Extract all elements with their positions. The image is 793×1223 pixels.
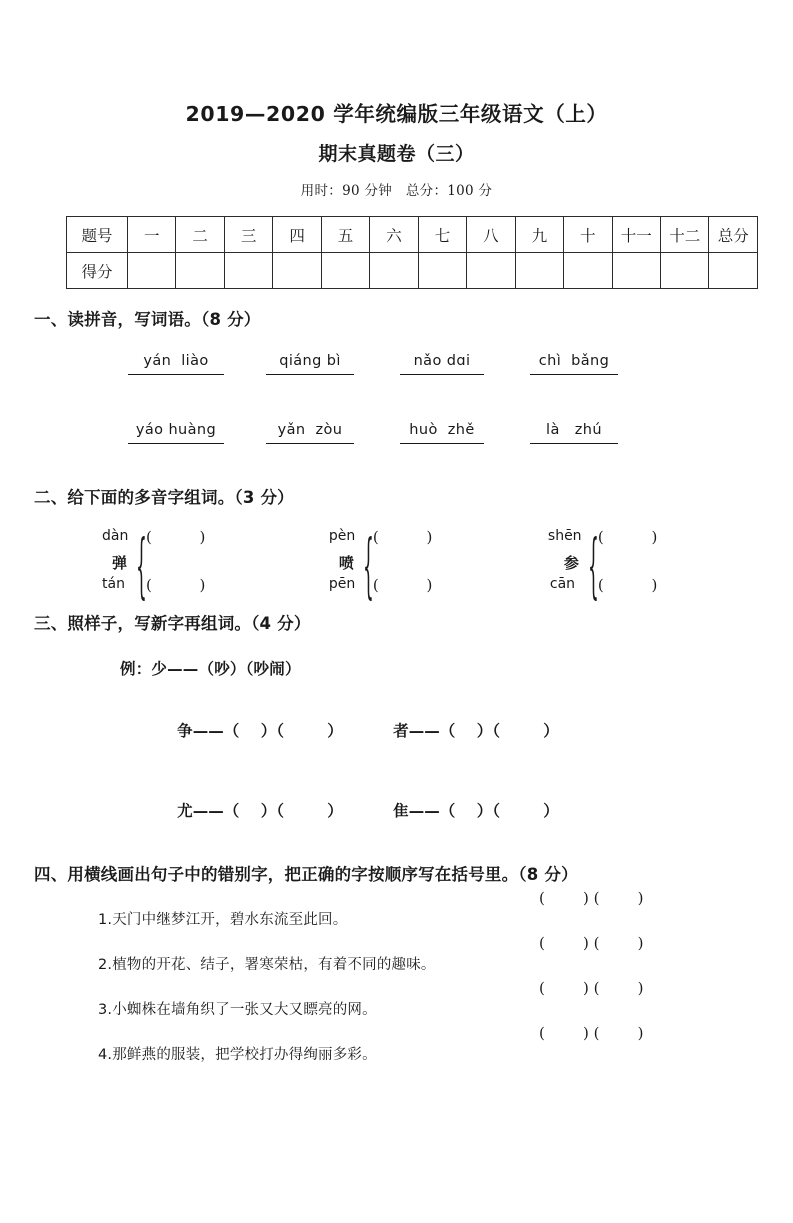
pinyin-label-6: yǎn zòu (277, 422, 343, 439)
table-cell-column-8: 八 (467, 217, 515, 253)
score-cell-2[interactable] (176, 253, 224, 289)
curly-brace-icon-3: { (587, 522, 599, 607)
pinyin-blank-6[interactable] (244, 422, 376, 444)
score-cell-4[interactable] (273, 253, 321, 289)
page-title: 2019—2020 学年统编版三年级语文（上） (185, 102, 608, 126)
table-cell-column-4: 四 (273, 217, 321, 253)
pinyin-blank-2[interactable] (244, 353, 376, 375)
curly-brace-icon-2: { (362, 522, 374, 607)
newchar-row-2 (34, 781, 759, 839)
table-cell-column-10: 十 (564, 217, 612, 253)
pinyin-label-7: huò zhě (409, 422, 475, 439)
section-1-heading: 一、读拼音，写词语。（8 分） (34, 310, 261, 330)
page-subtitle: 期末真题卷（三） (318, 142, 475, 165)
pinyin-blank-8[interactable] (508, 422, 640, 444)
sentence-row-1 (34, 908, 759, 929)
write-line-8[interactable] (530, 443, 618, 444)
table-row-scores (67, 253, 758, 289)
sentence-row-4 (34, 1043, 759, 1064)
sentence-answer-slots-1[interactable]: ( ) ( ) (539, 888, 644, 907)
pinyin-label-5: yáo huàng (135, 422, 217, 439)
table-cell-column-7: 七 (418, 217, 466, 253)
table-cell-column-5: 五 (321, 217, 369, 253)
polyphone-row (34, 522, 759, 607)
polyphone-char-3: 参 (563, 553, 579, 572)
newchar-char-zhe: 者 (393, 721, 409, 740)
newchar-char-zhui: 隹 (393, 801, 409, 820)
pinyin-label-3: nǎo dɑi (413, 353, 471, 370)
table-cell-column-11: 十一 (612, 217, 660, 253)
pinyin-label-1: yán liào (143, 353, 209, 370)
newchar-blank-zhui[interactable]: ——（ ）（ ） (408, 801, 559, 820)
polyphone-group-dan-tan (88, 522, 317, 607)
sentence-item-2 (34, 933, 759, 974)
newchar-item-zhui[interactable] (350, 781, 559, 839)
sentence-answer-slots-2[interactable]: ( ) ( ) (539, 933, 644, 952)
exam-page (0, 101, 793, 1223)
write-line-7[interactable] (400, 443, 484, 444)
table-cell-column-6: 六 (370, 217, 418, 253)
score-cell-1[interactable] (128, 253, 176, 289)
sentence-row-3 (34, 998, 759, 1019)
score-table-wrapper (34, 216, 759, 289)
newchar-blank-zheng[interactable]: ——（ ）（ ） (192, 721, 343, 740)
section-3 (34, 612, 759, 839)
polyphone-group-pen-pen (317, 522, 542, 607)
sentence-text-2[interactable]: 2.植物的开花、结子，署寒荣枯，有着不同的趣味。 (98, 956, 436, 973)
newchar-char-you: 尤 (177, 801, 193, 820)
section-4 (34, 863, 759, 1064)
score-cell-5[interactable] (321, 253, 369, 289)
table-cell-column-1: 一 (128, 217, 176, 253)
score-cell-9[interactable] (515, 253, 563, 289)
score-cell-12[interactable] (660, 253, 708, 289)
polyphone-pinyin-bottom-3: cān (549, 575, 576, 592)
write-line-5[interactable] (128, 443, 224, 444)
write-line-6[interactable] (266, 443, 354, 444)
polyphone-group-shen-can (542, 522, 759, 607)
score-cell-total[interactable] (709, 253, 758, 289)
pinyin-blank-4[interactable] (508, 353, 640, 375)
section-1 (34, 308, 759, 444)
newchar-char-zheng: 争 (177, 721, 193, 740)
score-cell-6[interactable] (370, 253, 418, 289)
polyphone-pinyin-top-1: dàn (102, 527, 129, 544)
polyphone-answer-top-1[interactable]: ( ) (146, 527, 206, 546)
score-table (66, 216, 758, 289)
table-cell-column-total: 总分 (709, 217, 758, 253)
score-cell-8[interactable] (467, 253, 515, 289)
pinyin-blank-7[interactable] (376, 422, 508, 444)
table-row-question-numbers (67, 217, 758, 253)
sentence-text-4[interactable]: 4.那鲜燕的服装，把学校打办得绚丽多彩。 (98, 1046, 377, 1063)
table-header-question-number: 题号 (67, 217, 128, 253)
polyphone-pinyin-top-2: pèn (328, 527, 356, 544)
write-line-3[interactable] (400, 374, 484, 375)
section-2-heading: 二、给下面的多音字组词。（3 分） (34, 488, 294, 508)
polyphone-char-1: 弹 (112, 553, 128, 572)
polyphone-answer-bottom-3[interactable]: ( ) (597, 575, 658, 594)
polyphone-pinyin-bottom-2: pēn (328, 575, 356, 592)
sentence-text-1[interactable]: 1.天门中继梦江开，碧水东流至此回。 (98, 911, 348, 928)
curly-brace-icon-1: { (136, 522, 147, 607)
write-line-1[interactable] (128, 374, 224, 375)
table-cell-column-2: 二 (176, 217, 224, 253)
pinyin-label-8: là zhú (546, 422, 602, 439)
pinyin-blank-1[interactable] (108, 353, 244, 375)
newchar-item-zheng[interactable] (134, 701, 350, 759)
pinyin-label-2: qiáng bì (279, 353, 341, 370)
polyphone-pinyin-bottom-1: tán (102, 575, 125, 592)
table-header-score: 得分 (67, 253, 128, 289)
pinyin-row-2 (34, 422, 759, 444)
score-cell-11[interactable] (612, 253, 660, 289)
score-cell-10[interactable] (564, 253, 612, 289)
polyphone-answer-top-3[interactable]: ( ) (597, 527, 658, 546)
newchar-blank-zhe[interactable]: ——（ ）（ ） (408, 721, 559, 740)
pinyin-row-1 (34, 353, 759, 375)
polyphone-char-2: 喷 (338, 553, 354, 572)
sentence-row-2 (34, 953, 759, 974)
sentence-answer-slots-3[interactable]: ( ) ( ) (539, 978, 644, 997)
newchar-item-you[interactable] (134, 781, 350, 839)
newchar-blank-you[interactable]: ——（ ）（ ） (192, 801, 343, 820)
write-line-4[interactable] (530, 374, 618, 375)
section-4-heading: 四、用横线画出句子中的错别字，把正确的字按顺序写在括号里。（8 分） (34, 864, 578, 884)
sentence-item-1 (34, 888, 759, 929)
pinyin-blank-3[interactable] (376, 353, 508, 375)
exam-meta: 用时：90 分钟 总分：100 分 (300, 183, 493, 200)
score-cell-3[interactable] (224, 253, 272, 289)
sentence-item-3 (34, 978, 759, 1019)
section-2 (34, 486, 759, 607)
sentence-item-4 (34, 1023, 759, 1064)
newchar-row-1 (34, 701, 759, 759)
pinyin-blank-5[interactable] (108, 422, 244, 444)
polyphone-answer-top-2[interactable]: ( ) (372, 527, 433, 546)
polyphone-answer-bottom-1[interactable]: ( ) (146, 575, 206, 594)
table-cell-column-12: 十二 (660, 217, 708, 253)
table-cell-column-9: 九 (515, 217, 563, 253)
sentence-answer-slots-4[interactable]: ( ) ( ) (539, 1023, 644, 1042)
pinyin-label-4: chì bǎng (538, 353, 610, 370)
write-line-2[interactable] (266, 374, 354, 375)
polyphone-answer-bottom-2[interactable]: ( ) (372, 575, 433, 594)
sentence-text-3[interactable]: 3.小蜘株在墙角织了一张又大又瞟亮的网。 (98, 1001, 377, 1018)
section-3-heading: 三、照样子，写新字再组词。（4 分） (34, 613, 311, 633)
table-cell-column-3: 三 (224, 217, 272, 253)
section-3-example: 例：少——（吵）（吵闹） (120, 659, 301, 678)
polyphone-pinyin-top-3: shēn (547, 527, 582, 544)
score-cell-7[interactable] (418, 253, 466, 289)
newchar-item-zhe[interactable] (350, 701, 559, 759)
